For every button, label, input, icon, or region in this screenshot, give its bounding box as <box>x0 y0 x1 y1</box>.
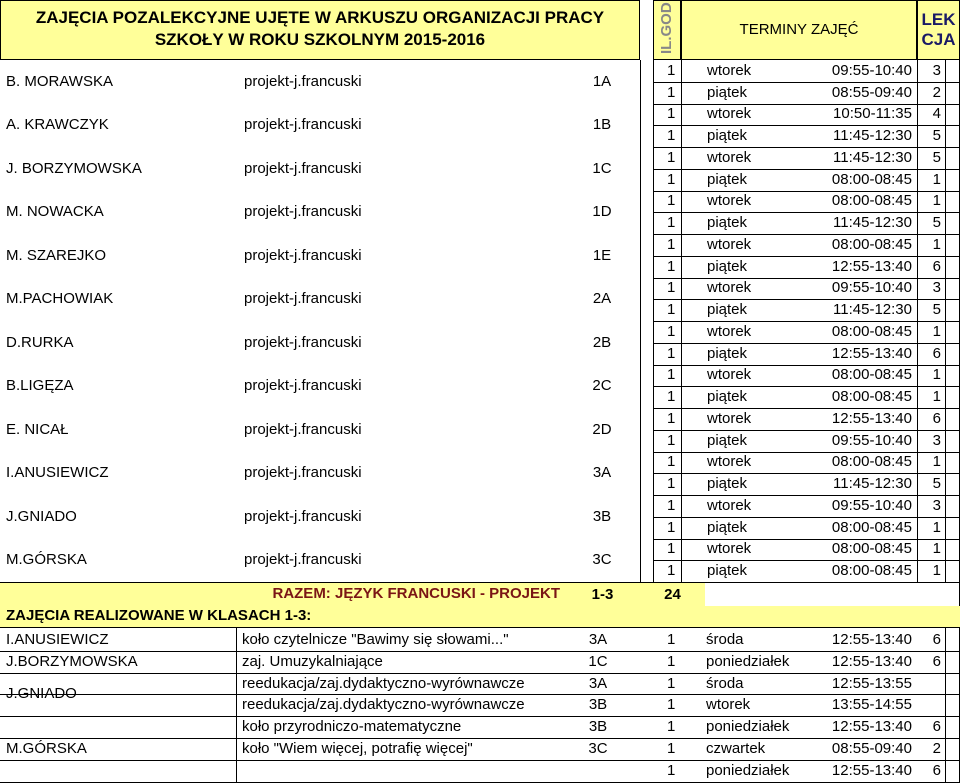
subject-name: projekt-j.francuski <box>244 290 362 308</box>
session-day: wtorek <box>707 148 752 166</box>
row-class: 3A <box>588 674 608 692</box>
subject-name: projekt-j.francuski <box>244 246 362 264</box>
session-hours: 1 <box>667 562 676 580</box>
subject-name: projekt-j.francuski <box>244 420 362 438</box>
row-time: 12:55-13:40 <box>831 761 912 779</box>
session-time: 08:00-08:45 <box>831 562 912 580</box>
row-lesson: 6 <box>932 718 941 736</box>
session-day: piątek <box>707 83 748 101</box>
session-lesson: 3 <box>932 431 941 449</box>
session-lesson: 1 <box>932 192 941 210</box>
total-classes: 1-3 <box>591 586 614 603</box>
teacher-name: D.RURKA <box>6 333 74 351</box>
session-lesson: 5 <box>932 301 941 319</box>
subject-name: projekt-j.francuski <box>244 333 362 351</box>
teacher-name: B. MORAWSKA <box>6 72 113 90</box>
subject-name: projekt-j.francuski <box>244 72 362 90</box>
teacher-name: I.ANUSIEWICZ <box>6 464 109 482</box>
session-day: piątek <box>707 518 748 536</box>
class-name: 1B <box>592 116 612 134</box>
session-time: 08:00-08:45 <box>831 192 912 210</box>
row-lesson: 6 <box>932 652 941 670</box>
session-hours: 1 <box>667 170 676 188</box>
row-day: czwartek <box>706 740 766 757</box>
session-time: 08:00-08:45 <box>831 453 912 471</box>
session-hours: 1 <box>667 475 676 493</box>
session-time: 11:45-12:30 <box>833 301 912 319</box>
session-hours: 1 <box>667 496 676 514</box>
teacher-name: M.GÓRSKA <box>6 551 87 569</box>
row-time: 13:55-14:55 <box>831 696 912 714</box>
row-lesson: 6 <box>932 761 941 779</box>
session-hours: 1 <box>667 192 676 210</box>
total-label: RAZEM: JĘZYK FRANCUSKI - PROJEKT <box>272 585 560 602</box>
session-hours: 1 <box>667 453 676 471</box>
row-hours: 1 <box>667 652 676 670</box>
session-day: piątek <box>707 214 748 232</box>
session-time: 10:50-11:35 <box>833 105 912 123</box>
row-time: 12:55-13:40 <box>831 652 912 670</box>
session-day: piątek <box>707 388 748 406</box>
session-lesson: 6 <box>932 344 941 362</box>
row-class: 3C <box>588 740 608 757</box>
session-day: piątek <box>707 344 748 362</box>
row-time: 12:55-13:40 <box>831 631 912 648</box>
session-time: 09:55-10:40 <box>831 279 912 297</box>
session-time: 11:45-12:30 <box>833 214 912 232</box>
session-lesson: 1 <box>932 366 941 384</box>
hours-header-label: IL.GOD <box>658 2 675 54</box>
subject-name: projekt-j.francuski <box>244 551 362 569</box>
session-lesson: 5 <box>932 148 941 166</box>
session-lesson: 5 <box>932 127 941 145</box>
teacher-name: B.LIGĘZA <box>6 377 74 395</box>
session-lesson: 3 <box>932 61 941 79</box>
row-class: 3B <box>588 696 608 714</box>
row-day: poniedziałek <box>706 652 790 670</box>
class-name: 1C <box>592 159 612 177</box>
row-activity: reedukacja/zaj.dydaktyczno-wyrównawcze <box>242 674 525 692</box>
class-name: 2B <box>592 333 612 351</box>
class-name: 1A <box>592 72 612 90</box>
session-time: 12:55-13:40 <box>831 344 912 362</box>
session-time: 08:00-08:45 <box>831 235 912 253</box>
session-day: wtorek <box>707 453 752 471</box>
session-lesson: 2 <box>932 83 941 101</box>
session-time: 08:55-09:40 <box>831 83 912 101</box>
session-hours: 1 <box>667 388 676 406</box>
session-lesson: 3 <box>932 496 941 514</box>
row-time: 12:55-13:55 <box>831 674 912 692</box>
subject-name: projekt-j.francuski <box>244 116 362 134</box>
row-teacher: I.ANUSIEWICZ <box>6 631 109 648</box>
class-name: 3A <box>592 464 612 482</box>
session-day: piątek <box>707 170 748 188</box>
row-day: poniedziałek <box>706 761 790 779</box>
terms-header-label: TERMINY ZAJĘĆ <box>739 21 859 38</box>
session-hours: 1 <box>667 83 676 101</box>
session-day: wtorek <box>707 61 752 79</box>
session-time: 08:00-08:45 <box>831 366 912 384</box>
row-activity: koło przyrodniczo-matematyczne <box>242 718 462 736</box>
lesson-header-line2: CJA <box>921 30 956 49</box>
row-time: 08:55-09:40 <box>831 740 912 757</box>
session-time: 11:45-12:30 <box>833 148 912 166</box>
session-day: wtorek <box>707 105 752 123</box>
total-hours: 24 <box>664 586 681 603</box>
row-lesson: 2 <box>932 740 941 757</box>
section2-title: ZAJĘCIA REALIZOWANE W KLASACH 1-3: <box>6 607 312 624</box>
session-lesson: 1 <box>932 388 941 406</box>
row-day: poniedziałek <box>706 718 790 736</box>
row-class: 1C <box>588 652 608 670</box>
session-lesson: 1 <box>932 453 941 471</box>
session-time: 11:45-12:30 <box>833 475 912 493</box>
session-time: 12:55-13:40 <box>831 409 912 427</box>
teacher-name: M.PACHOWIAK <box>6 290 114 308</box>
session-hours: 1 <box>667 409 676 427</box>
row-lesson: 6 <box>932 631 941 648</box>
session-hours: 1 <box>667 344 676 362</box>
session-time: 12:55-13:40 <box>831 257 912 275</box>
session-day: piątek <box>707 562 748 580</box>
session-lesson: 1 <box>932 322 941 340</box>
session-hours: 1 <box>667 279 676 297</box>
row-day: środa <box>706 674 744 692</box>
session-day: piątek <box>707 301 748 319</box>
row-hours: 1 <box>667 674 676 692</box>
session-hours: 1 <box>667 127 676 145</box>
teacher-name: E. NICAŁ <box>6 420 69 438</box>
teacher-name: A. KRAWCZYK <box>6 116 109 134</box>
row-activity: reedukacja/zaj.dydaktyczno-wyrównawcze <box>242 696 525 714</box>
session-day: piątek <box>707 431 748 449</box>
class-name: 1E <box>592 246 612 264</box>
session-day: wtorek <box>707 235 752 253</box>
session-day: wtorek <box>707 409 752 427</box>
session-time: 08:00-08:45 <box>831 170 912 188</box>
session-day: wtorek <box>707 366 752 384</box>
session-time: 11:45-12:30 <box>833 127 912 145</box>
class-name: 1D <box>592 203 612 221</box>
session-day: wtorek <box>707 540 752 558</box>
row-teacher: J.GNIADO <box>6 685 77 703</box>
session-time: 08:00-08:45 <box>831 388 912 406</box>
session-hours: 1 <box>667 518 676 536</box>
session-hours: 1 <box>667 301 676 319</box>
session-day: wtorek <box>707 322 752 340</box>
row-hours: 1 <box>667 631 676 648</box>
row-hours: 1 <box>667 740 676 757</box>
session-lesson: 5 <box>932 475 941 493</box>
row-class: 3A <box>588 631 608 648</box>
session-hours: 1 <box>667 540 676 558</box>
session-hours: 1 <box>667 366 676 384</box>
page-title-line1: ZAJĘCIA POZALEKCYJNE UJĘTE W ARKUSZU ORGANIZACJI PRACY <box>35 8 605 27</box>
session-hours: 1 <box>667 148 676 166</box>
session-lesson: 1 <box>932 562 941 580</box>
row-activity: zaj. Umuzykalniające <box>242 652 383 670</box>
subject-name: projekt-j.francuski <box>244 203 362 221</box>
session-time: 08:00-08:45 <box>831 540 912 558</box>
row-hours: 1 <box>667 696 676 714</box>
session-hours: 1 <box>667 61 676 79</box>
session-time: 09:55-10:40 <box>831 61 912 79</box>
row-day: środa <box>706 631 744 648</box>
session-lesson: 4 <box>932 105 941 123</box>
session-lesson: 6 <box>932 257 941 275</box>
session-time: 09:55-10:40 <box>831 431 912 449</box>
row-class: 3B <box>588 718 608 736</box>
session-day: wtorek <box>707 496 752 514</box>
session-time: 09:55-10:40 <box>831 496 912 514</box>
session-day: piątek <box>707 475 748 493</box>
row-hours: 1 <box>667 761 676 779</box>
session-lesson: 1 <box>932 540 941 558</box>
lesson-header-line1: LEK <box>921 10 956 29</box>
session-time: 08:00-08:45 <box>831 518 912 536</box>
class-name: 3B <box>592 507 612 525</box>
session-day: wtorek <box>707 279 752 297</box>
session-lesson: 3 <box>932 279 941 297</box>
class-name: 2D <box>592 420 612 438</box>
row-day: wtorek <box>706 696 751 714</box>
row-activity: koło czytelnicze "Bawimy się słowami..." <box>242 631 509 648</box>
session-lesson: 5 <box>932 214 941 232</box>
row-time: 12:55-13:40 <box>831 718 912 736</box>
session-day: wtorek <box>707 192 752 210</box>
teacher-name: J. BORZYMOWSKA <box>6 159 142 177</box>
subject-name: projekt-j.francuski <box>244 377 362 395</box>
session-lesson: 6 <box>932 409 941 427</box>
session-time: 08:00-08:45 <box>831 322 912 340</box>
page-title-line2: SZKOŁY W ROKU SZKOLNYM 2015-2016 <box>154 30 486 49</box>
class-name: 2A <box>592 290 612 308</box>
subject-name: projekt-j.francuski <box>244 507 362 525</box>
row-teacher: M.GÓRSKA <box>6 740 87 757</box>
session-hours: 1 <box>667 257 676 275</box>
teacher-name: M. NOWACKA <box>6 203 104 221</box>
teacher-name: M. SZAREJKO <box>6 246 107 264</box>
subject-name: projekt-j.francuski <box>244 464 362 482</box>
row-activity: koło "Wiem więcej, potrafię więcej" <box>242 740 473 757</box>
session-lesson: 1 <box>932 235 941 253</box>
session-lesson: 1 <box>932 170 941 188</box>
session-day: piątek <box>707 127 748 145</box>
session-hours: 1 <box>667 214 676 232</box>
session-hours: 1 <box>667 235 676 253</box>
session-hours: 1 <box>667 431 676 449</box>
session-hours: 1 <box>667 105 676 123</box>
session-day: piątek <box>707 257 748 275</box>
session-lesson: 1 <box>932 518 941 536</box>
class-name: 3C <box>592 551 612 569</box>
subject-name: projekt-j.francuski <box>244 159 362 177</box>
row-hours: 1 <box>667 718 676 736</box>
teacher-name: J.GNIADO <box>6 507 77 525</box>
session-hours: 1 <box>667 322 676 340</box>
row-teacher: J.BORZYMOWSKA <box>6 652 138 670</box>
class-name: 2C <box>592 377 612 395</box>
